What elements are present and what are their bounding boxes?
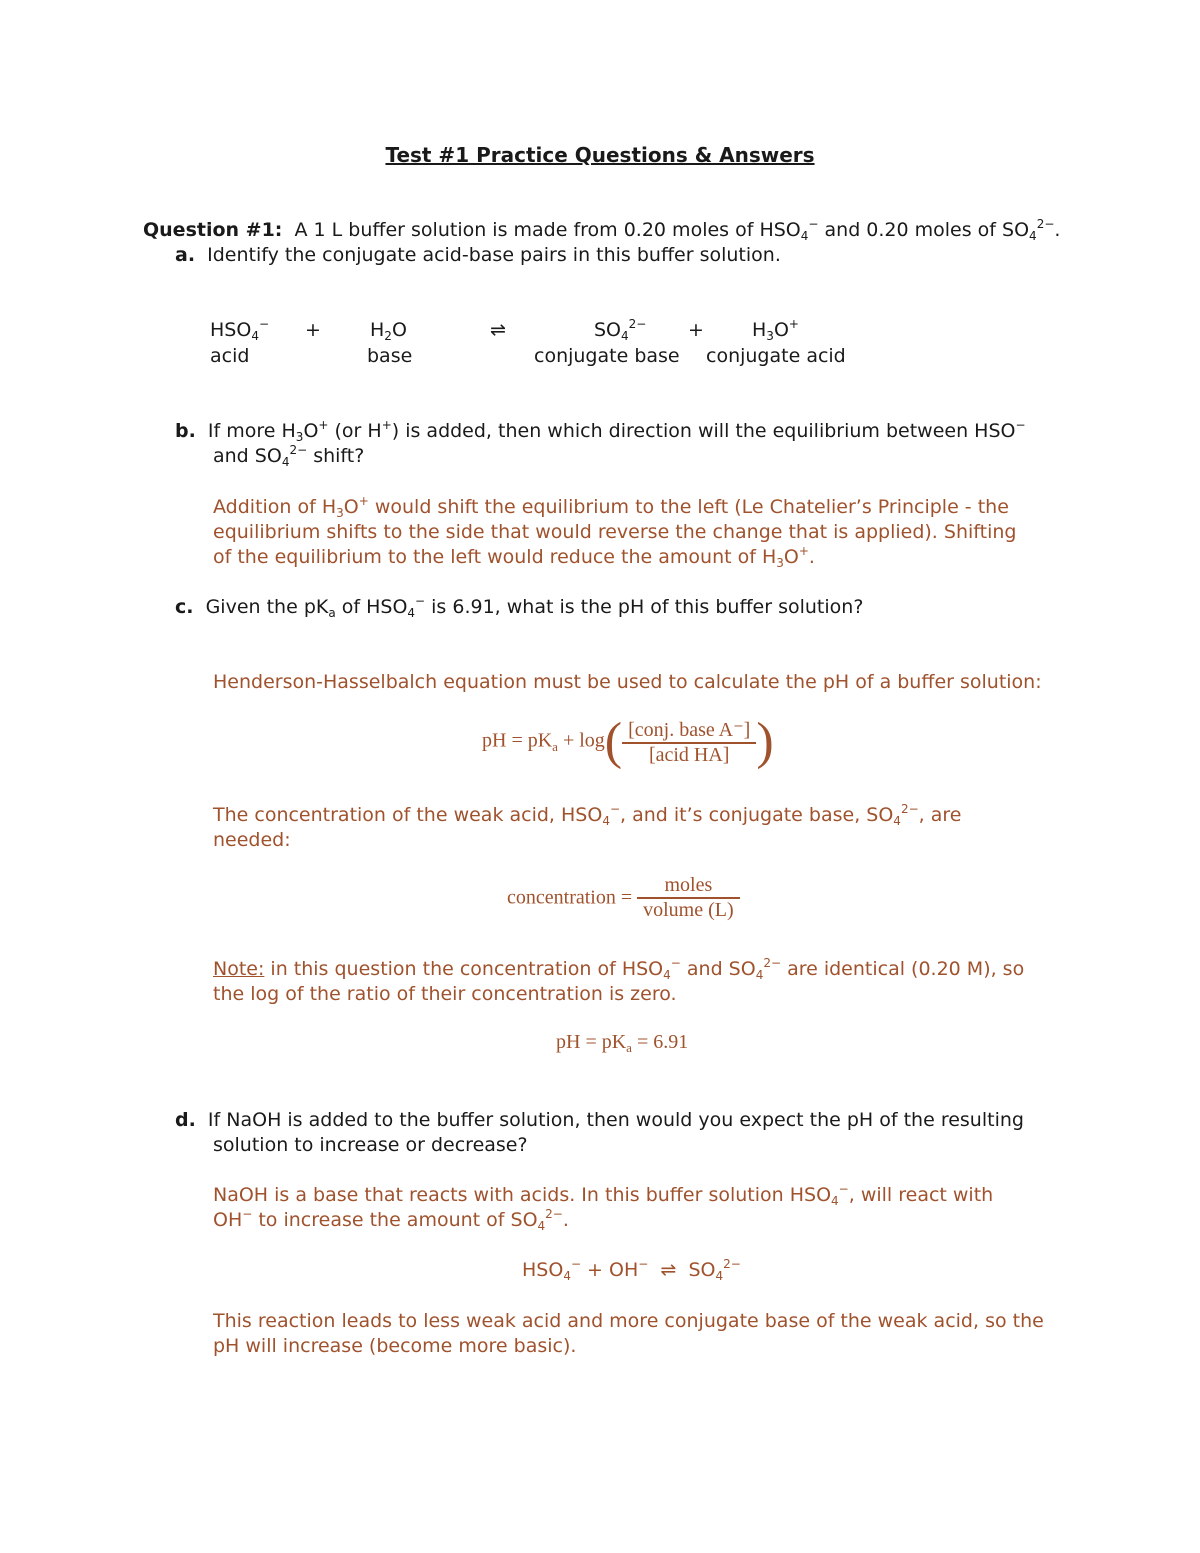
concentration-equation: concentration = $\frac{\text{moles}}{\text{volume (L)}}$: [507, 874, 740, 922]
part-d-final-line-2: pH will increase (become more basic).: [213, 1335, 577, 1357]
part-c-question: c. Given the $pK_a$ of $HSO_4^-$ is 6.91, what is the pH of this buffer solution?: [175, 594, 864, 620]
hh-intro: Henderson-Hasselbalch equation must be used to calculate the pH of a buffer solution:: [213, 671, 1042, 693]
part-a-letter: a.: [175, 244, 196, 266]
role-conjugate-acid: conjugate acid: [706, 345, 846, 367]
note-label: Note:: [213, 958, 265, 980]
part-c-letter: c.: [175, 596, 194, 618]
question-1-label: Question #1:: [143, 219, 283, 241]
part-d-answer-line-1: NaOH is a base that reacts with acids. In this buffer solution $HSO_4^-$, will react with: [213, 1182, 994, 1208]
equilibrium-arrow: ⇌: [490, 319, 506, 341]
henderson-hasselbalch-equation: pH = $pK_a + \log$( $\frac{\text{[conj. base A⁻]}}{\text{[acid HA]}}$ ): [482, 713, 774, 770]
ph-result-equation: pH = $pK_a = 6.91$: [556, 1031, 689, 1055]
species-h2o: $H_2O$: [370, 319, 407, 343]
part-b-question-line-2: and $SO_4^{2-}$ shift?: [213, 443, 365, 469]
page-title: Test #1 Practice Questions & Answers: [385, 143, 815, 167]
concentration-intro-line-2: needed:: [213, 829, 291, 851]
part-d-question: d. If NaOH is added to the buffer solution, then would you expect the pH of the resulting: [175, 1109, 1024, 1131]
species-h3o: $H_3O^+$: [752, 317, 799, 343]
hh-numerator: [conj. base A⁻]: [628, 719, 751, 741]
note-line-1: Note: in this question the concentration of $HSO_4^-$ and $SO_4^{2-}$ are identical (0.20 M), so: [213, 956, 1025, 982]
species-hso4: $HSO_4^-$: [210, 317, 270, 343]
part-d-answer-line-2: OH− to increase the amount of $SO_4^{2-}$.: [213, 1207, 569, 1233]
concentration-denominator: volume (L): [637, 897, 740, 922]
part-b-answer-line-3: of the equilibrium to the left would reduce the amount of $H_3O^+$.: [213, 544, 815, 570]
question-1-stem: Question #1: A 1 L buffer solution is made from 0.20 moles of $HSO_4^-$ and 0.20 moles of $SO_4^{2-}$.: [143, 217, 1061, 243]
plus-sign: +: [305, 319, 321, 341]
concentration-intro-line-1: The concentration of the weak acid, $HSO_4^-$, and it’s conjugate base, $SO_4^{2-}$, are: [213, 802, 962, 828]
part-d-letter: d.: [175, 1109, 196, 1131]
note-line-2: the log of the ratio of their concentration is zero.: [213, 983, 677, 1005]
role-acid: acid: [210, 345, 250, 367]
part-b-answer-line-1: Addition of $H_3O^+$ would shift the equilibrium to the left (Le Chatelier’s Principle - the: [213, 494, 1009, 520]
concentration-numerator: moles: [664, 874, 713, 896]
species-so4: $SO_4^{2-}$: [594, 317, 647, 343]
hh-denominator: [acid HA]: [622, 742, 756, 767]
role-conjugate-base: conjugate base: [534, 345, 680, 367]
part-b-question: b. If more $H_3O^+$ (or H+) is added, then which direction will the equilibrium between HSO−: [175, 418, 1026, 444]
plus-sign: +: [688, 319, 704, 341]
part-a-question: a. Identify the conjugate acid-base pairs in this buffer solution.: [175, 244, 781, 266]
role-base: base: [367, 345, 413, 367]
part-b-answer-line-2: equilibrium shifts to the side that would reverse the change that is applied). Shifting: [213, 521, 1017, 543]
part-d-final-line-1: This reaction leads to less weak acid and more conjugate base of the weak acid, so the: [213, 1310, 1044, 1332]
neutralization-reaction: $HSO_4^- + OH^-$ ⇌ $SO_4^{2-}$: [522, 1257, 741, 1283]
part-d-question-line-2: solution to increase or decrease?: [213, 1134, 528, 1156]
part-b-letter: b.: [175, 420, 196, 442]
